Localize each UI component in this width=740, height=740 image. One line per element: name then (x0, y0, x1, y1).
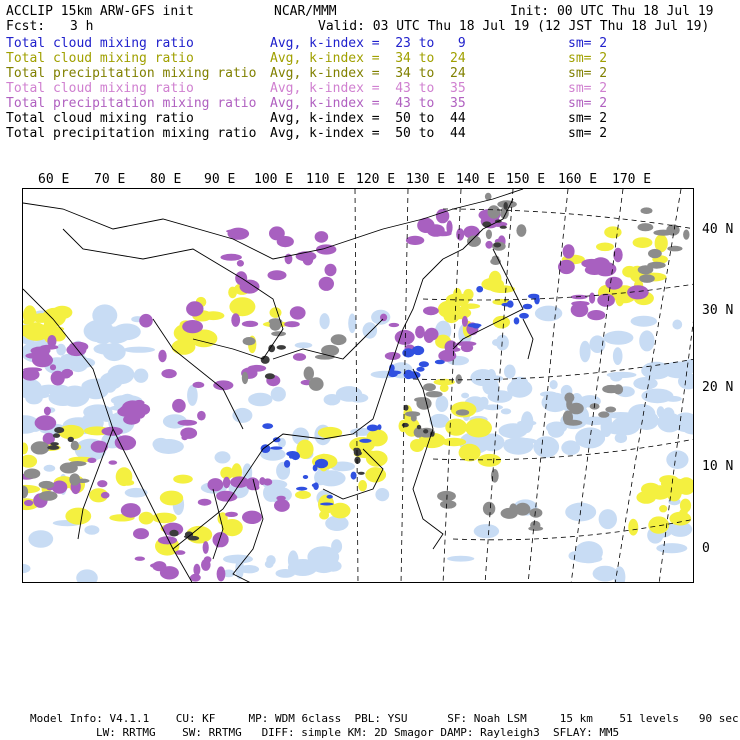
latitude-label: 10 N (702, 459, 734, 474)
legend-avg: Avg, k-index = 34 to 24 (270, 66, 466, 81)
legend-row (6, 126, 736, 141)
valid-time: Valid: 03 UTC Thu 18 Jul 19 (12 JST Thu 18 Jul 19) (318, 19, 710, 34)
legend-avg: Avg, k-index = 50 to 44 (270, 111, 466, 126)
model-info-line2: LW: RRTMG SW: RRTMG DIFF: simple KM: 2D Smagor DAMP: Rayleigh3 SFLAY: MM5 (96, 726, 620, 739)
legend-label: Total precipitation mixing ratio (6, 96, 257, 111)
model-info-line1: Model Info: V4.1.1 CU: KF MP: WDM 6class PBL: YSU SF: Noah LSM 15 km 51 levels 90 sec (30, 712, 739, 725)
legend-avg: Avg, k-index = 34 to 24 (270, 51, 466, 66)
weather-map (22, 188, 694, 583)
longitude-label: 130 E (406, 172, 446, 187)
legend-avg: Avg, k-index = 23 to 9 (270, 36, 466, 51)
legend-row (6, 36, 736, 51)
longitude-label: 110 E (306, 172, 346, 187)
legend-row (6, 111, 736, 126)
legend-label: Total precipitation mixing ratio (6, 66, 257, 81)
legend-label: Total cloud mixing ratio (6, 81, 194, 96)
meridian-line (528, 189, 568, 583)
init-time: Init: 00 UTC Thu 18 Jul 19 (510, 4, 714, 19)
legend-smoothing: sm= 2 (568, 51, 608, 66)
longitude-label: 70 E (94, 172, 126, 187)
latitude-label: 0 (702, 541, 710, 556)
longitude-label: 60 E (38, 172, 70, 187)
meridian-line (659, 309, 694, 583)
longitude-label: 150 E (506, 172, 546, 187)
longitude-label: 170 E (612, 172, 652, 187)
coastline (523, 319, 533, 359)
legend-row (6, 96, 736, 111)
forecast-hour: 3 h (70, 19, 94, 34)
longitude-label: 90 E (204, 172, 236, 187)
legend-smoothing: sm= 2 (568, 111, 608, 126)
cloud-fields (23, 193, 694, 583)
map-title: ACCLIP 15km ARW-GFS init (6, 4, 194, 19)
longitude-label: 120 E (356, 172, 396, 187)
legend-avg: Avg, k-index = 43 to 35 (270, 96, 466, 111)
legend-avg: Avg, k-index = 50 to 44 (270, 126, 466, 141)
latitude-label: 30 N (702, 303, 734, 318)
legend-label: Total cloud mixing ratio (6, 111, 194, 126)
latitude-label: 40 N (702, 222, 734, 237)
latitude-label: 20 N (702, 380, 734, 395)
longitude-label: 80 E (150, 172, 182, 187)
organization-label: NCAR/MMM (274, 4, 337, 19)
meridian-line (401, 189, 408, 583)
longitude-label: 160 E (558, 172, 598, 187)
meridian-line (355, 189, 358, 583)
longitude-label: 100 E (254, 172, 294, 187)
legend-label: Total cloud mixing ratio (6, 51, 194, 66)
legend-smoothing: sm= 2 (568, 81, 608, 96)
legend-smoothing: sm= 2 (568, 66, 608, 81)
legend-smoothing: sm= 2 (568, 96, 608, 111)
legend-label: Total cloud mixing ratio (6, 36, 194, 51)
legend-row (6, 66, 736, 81)
legend-row (6, 81, 736, 96)
legend-avg: Avg, k-index = 43 to 35 (270, 81, 466, 96)
legend-smoothing: sm= 2 (568, 126, 608, 141)
map-canvas (23, 189, 694, 583)
legend-row (6, 51, 736, 66)
legend-smoothing: sm= 2 (568, 36, 608, 51)
forecast-label: Fcst: (6, 19, 46, 34)
longitude-label: 140 E (456, 172, 496, 187)
legend-label: Total precipitation mixing ratio (6, 126, 257, 141)
